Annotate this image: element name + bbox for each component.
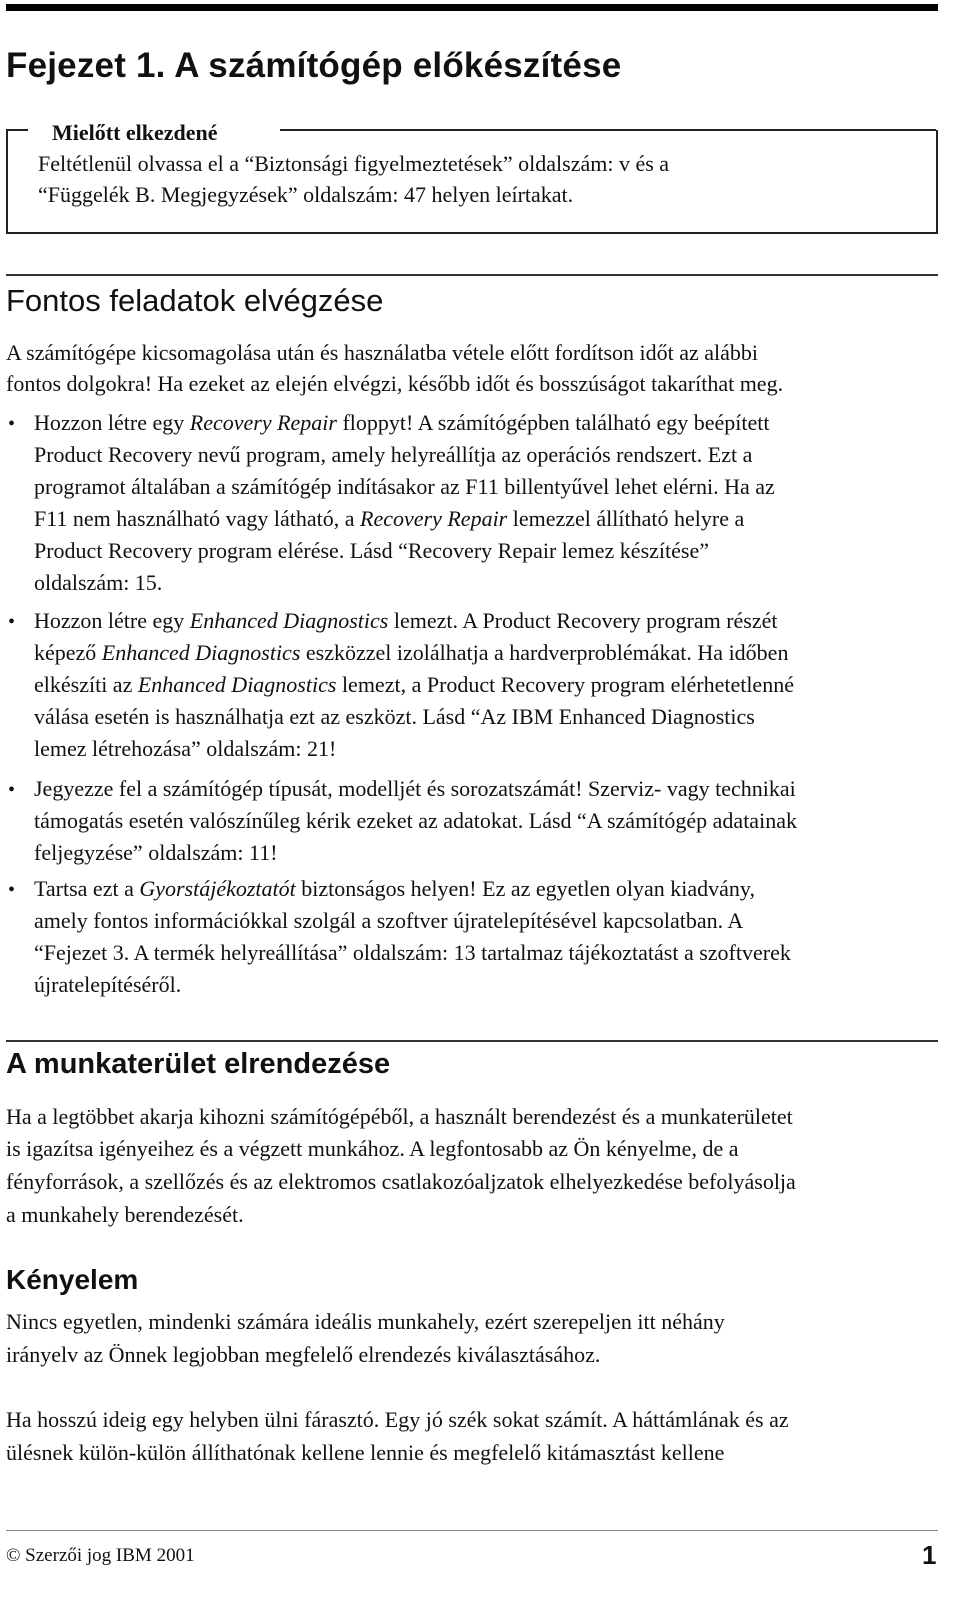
text-segment: eszközzel izolálhatja a hardverproblémákat. Ha időben: [300, 640, 789, 665]
paragraph-line: Nincs egyetlen, mindenki számára ideális munkahely, ezért szerepeljen itt néhány: [6, 1309, 725, 1334]
bullet-line: [34, 972, 181, 998]
text-segment: lemezzel állítható helyre a: [507, 506, 745, 531]
bullet-line: [34, 474, 775, 500]
paragraph-line: fényforrások, a szellőzés és az elektromos csatlakozóaljzatok elhelyezkedése befolyásolja: [6, 1169, 796, 1194]
text-segment: Tartsa ezt a: [34, 876, 140, 901]
emphasized-term: Enhanced Diagnostics: [189, 608, 389, 633]
bullet-line: [34, 908, 743, 934]
emphasized-term: Recovery Repair: [360, 506, 508, 531]
text-segment: lemez létrehozása” oldalszám: 21!: [34, 736, 337, 761]
section-heading-fontos-feladatok: Fontos feladatok elvégzése: [6, 283, 384, 318]
bullet-line: [34, 410, 770, 436]
text-segment: lemezt, a Product Recovery program elérhetetlenné: [336, 672, 794, 697]
emphasized-term: Recovery Repair: [189, 410, 337, 435]
text-segment: Hozzon létre egy: [34, 410, 190, 435]
text-segment: Product Recovery nevű program, amely helyreállítja az operációs rendszert. Ezt a: [34, 442, 753, 467]
footer-rule: [6, 1530, 938, 1531]
bullet-marker: •: [8, 611, 16, 633]
paragraph-line: Ha a legtöbbet akarja kihozni számítógépéből, a használt berendezést és a munkaterületet: [6, 1104, 793, 1129]
text-segment: Product Recovery program elérése. Lásd “Recovery Repair lemez készítése”: [34, 538, 709, 563]
bullet-line: [34, 608, 778, 634]
text-segment: amely fontos információkkal szolgál a szoftver újratelepítésével kapcsolatban. A: [34, 908, 744, 933]
note-line: “Függelék B. Megjegyzések” oldalszám: 47 helyen leírtakat.: [38, 182, 574, 207]
paragraph-line: irányelv az Önnek legjobban megfelelő elrendezés kiválasztásához.: [6, 1342, 601, 1367]
text-segment: elkészíti az: [34, 672, 138, 697]
note-box-top-edge-left: [6, 129, 28, 131]
note-line: Feltétlenül olvassa el a “Biztonsági figyelmeztetések” oldalszám: v és a: [38, 151, 670, 176]
text-segment: F11 nem használható vagy látható, a: [34, 506, 361, 531]
bullet-line: [34, 876, 755, 902]
bullet-line: [34, 776, 796, 802]
note-title: Mielőtt elkezdené: [52, 120, 218, 145]
emphasized-term: Enhanced Diagnostics: [137, 672, 337, 697]
text-segment: “Fejezet 3. A termék helyreállítása” oldalszám: 13 tartalmaz tájékoztatást a szoftverek: [34, 940, 791, 965]
bullet-line: [34, 940, 791, 966]
paragraph-line: ülésnek külön-külön állíthatónak kellene lennie és megfelelő kitámasztást kellene: [6, 1440, 725, 1465]
bullet-line: [34, 442, 752, 468]
bullet-line: [34, 640, 788, 666]
text-segment: programot általában a számítógép indításakor az F11 billentyűvel lehet elérni. Ha az: [34, 474, 775, 499]
bullet-marker: •: [8, 879, 16, 901]
bullet-line: [34, 840, 278, 866]
text-segment: floppyt! A számítógépben található egy beépített: [336, 410, 770, 435]
text-segment: újratelepítéséről.: [34, 972, 182, 997]
section-rule: [6, 274, 938, 276]
section-heading-munkaterulet: A munkaterület elrendezése: [6, 1048, 391, 1080]
chapter-title: Fejezet 1. A számítógép előkészítése: [6, 46, 622, 85]
section-heading-kenyelem: Kényelem: [6, 1264, 139, 1295]
top-rule: [6, 4, 938, 11]
bullet-line: [34, 570, 162, 596]
bullet-line: [34, 704, 755, 730]
bullet-line: [34, 538, 709, 564]
text-segment: válása esetén is használhatja ezt az eszközt. Lásd “Az IBM Enhanced Diagnostics: [34, 704, 755, 729]
bullet-line: [34, 506, 744, 532]
bullet-marker: •: [8, 779, 16, 801]
text-segment: biztonságos helyen! Ez az egyetlen olyan kiadvány,: [295, 876, 755, 901]
text-segment: támogatás esetén valószínűleg kérik ezeket az adatokat. Lásd “A számítógép adatainak: [34, 808, 797, 833]
text-segment: lemezt. A Product Recovery program részét: [388, 608, 778, 633]
emphasized-term: Enhanced Diagnostics: [101, 640, 301, 665]
text-segment: oldalszám: 15.: [34, 570, 163, 595]
section-rule: [6, 1040, 938, 1042]
text-segment: Hozzon létre egy: [34, 608, 190, 633]
bullet-line: [34, 672, 794, 698]
text-segment: Jegyezze fel a számítógép típusát, modelljét és sorozatszámát! Szerviz- vagy technikai: [34, 776, 796, 801]
footer-copyright: © Szerzői jog IBM 2001: [6, 1545, 195, 1566]
paragraph-line: is igazítsa igényeihez és a végzett munkához. A legfontosabb az Ön kényelme, de a: [6, 1136, 739, 1161]
intro-line: fontos dolgokra! Ha ezeket az elején elvégzi, később időt és bosszúságot takaríthat meg.: [6, 371, 784, 396]
intro-line: A számítógépe kicsomagolása után és használatba vétele előtt fordítson időt az alábbi: [6, 340, 759, 365]
bullet-line: [34, 736, 336, 762]
emphasized-term: Gyorstájékoztatót: [139, 876, 296, 901]
text-segment: képező: [34, 640, 102, 665]
page-number: 1: [922, 1540, 937, 1570]
paragraph-line: Ha hosszú ideig egy helyben ülni fárasztó. Egy jó szék sokat számít. A háttámlának és az: [6, 1407, 789, 1432]
bullet-line: [34, 808, 797, 834]
bullet-marker: •: [8, 413, 16, 435]
note-box-top-edge-right: [280, 129, 936, 131]
paragraph-line: a munkahely berendezését.: [6, 1202, 244, 1227]
text-segment: feljegyzése” oldalszám: 11!: [34, 840, 278, 865]
